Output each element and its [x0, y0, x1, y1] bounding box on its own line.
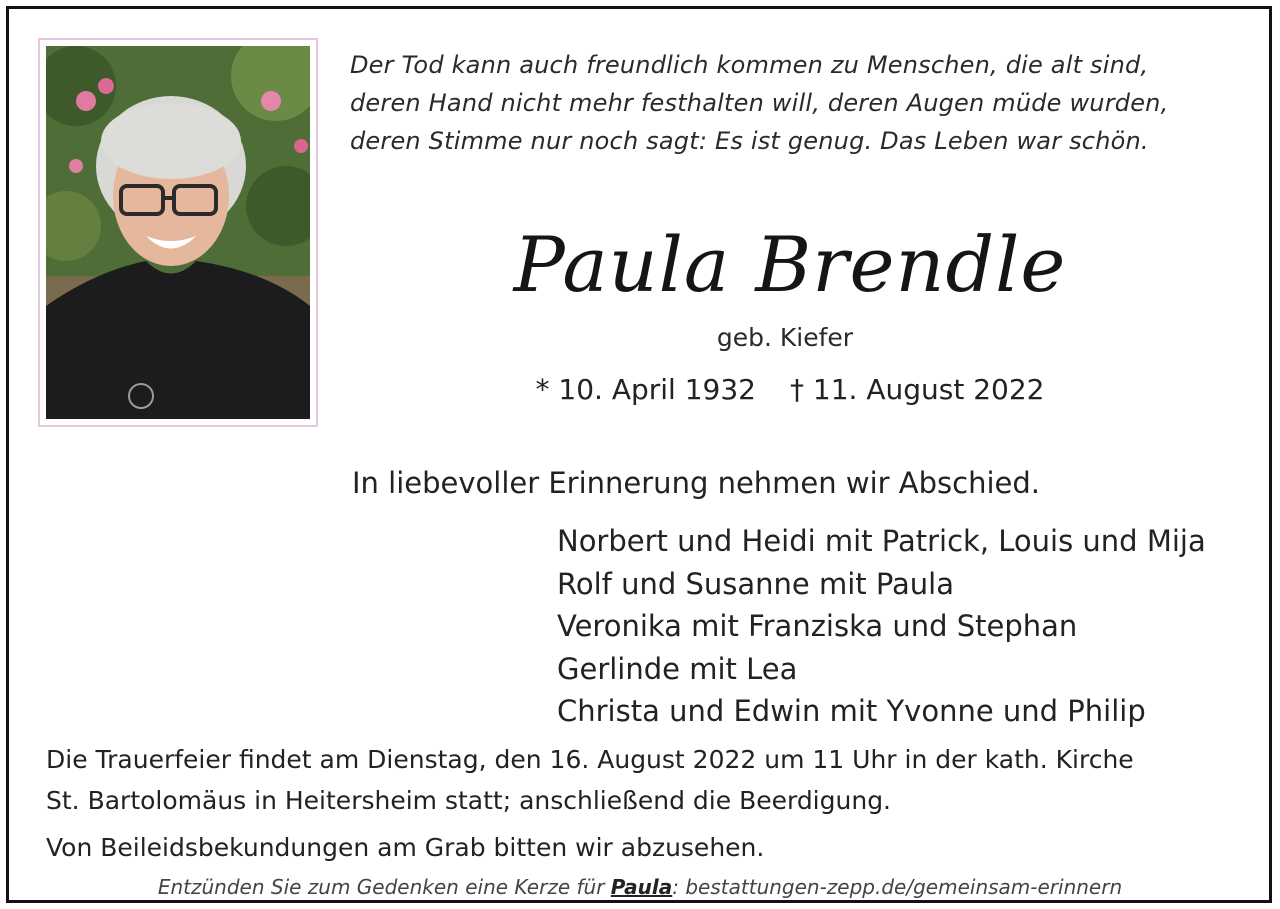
quote-line: deren Stimme nur noch sagt: Es ist genug. Das Leben war schön. [350, 127, 1149, 155]
memorial-link[interactable]: : bestattungen-zepp.de/gemeinsam-erinnern [672, 875, 1123, 899]
mourner-entry: Rolf und Susanne mit Paula [557, 566, 955, 601]
mourners-list [557, 520, 1257, 733]
deceased-name: Paula Brendle [513, 220, 1067, 309]
farewell-text: In liebevoller Erinnerung nehmen wir Abschied. [352, 466, 1040, 500]
footer-prefix: Entzünden Sie zum Gedenken eine Kerze für [157, 875, 611, 899]
memorial-quote [350, 46, 1250, 160]
death-date: † 11. August 2022 [790, 373, 1045, 406]
mourner-entry: Gerlinde mit Lea [557, 651, 798, 686]
birth-date: * 10. April 1932 [535, 373, 756, 406]
portrait-image [46, 46, 310, 419]
footer-name: Paula [610, 875, 673, 899]
quote-line: deren Hand nicht mehr festhalten will, deren Augen müde wurden, [350, 89, 1169, 117]
funeral-service-info [46, 739, 1256, 821]
mourner-entry: Norbert und Heidi mit Patrick, Louis und Mija [557, 524, 1206, 558]
mourner-entry: Veronika mit Franziska und Stephan [557, 609, 1078, 643]
quote-line: Der Tod kann auch freundlich kommen zu Menschen, die alt sind, [350, 51, 1149, 79]
portrait-photo [38, 38, 318, 427]
service-line: Die Trauerfeier findet am Dienstag, den 16. August 2022 um 11 Uhr in der kath. Kirche [46, 745, 1134, 774]
service-line: St. Bartolomäus in Heitersheim statt; anschließend die Beerdigung. [46, 786, 892, 815]
mourner-entry: Christa und Edwin mit Yvonne und Philip [557, 694, 1146, 728]
life-dates [480, 370, 1100, 410]
candle-footer [100, 871, 1180, 903]
condolence-note: Von Beileidsbekundungen am Grab bitten wir abzusehen. [46, 833, 765, 862]
portrait-illustration [46, 46, 310, 419]
maiden-name: geb. Kiefer [716, 323, 854, 352]
